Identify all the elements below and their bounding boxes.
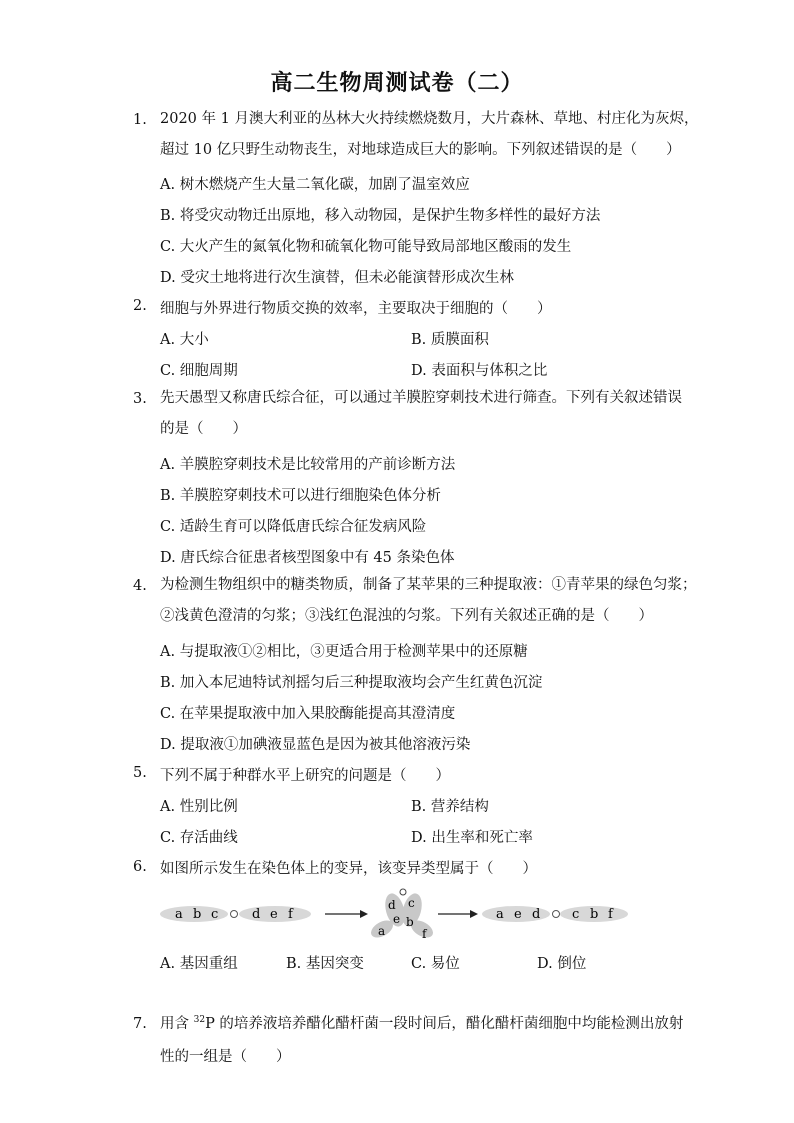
option-c: C. 适龄生育可以降低唐氏综合征发病风险 (160, 519, 427, 535)
option-b: B. 质膜面积 (411, 332, 489, 348)
option-d: D. 提取液①加碘液显蓝色是因为被其他溶液污染 (160, 737, 471, 753)
gene-label: d (532, 907, 541, 922)
gene-label: d (388, 898, 396, 912)
stem-text: P 的培养液培养醋化醋杆菌一段时间后，醋化醋杆菌细胞中均能检测出放射 (205, 1016, 684, 1032)
gene-label: f (288, 907, 293, 922)
gene-label: a (378, 924, 386, 938)
question-stem-line-2: 性的一组是（ ） (160, 1049, 291, 1065)
option-d: D. 出生率和死亡率 (411, 830, 533, 846)
gene-label: e (514, 907, 522, 922)
option-d: D. 表面积与体积之比 (411, 363, 548, 379)
option-c: C. 在苹果提取液中加入果胶酶能提高其澄清度 (160, 706, 456, 722)
gene-label: b (193, 907, 202, 922)
option-d: D. 唐氏综合征患者核型图象中有 45 条染色体 (160, 550, 455, 566)
page-title: 高二生物周测试卷（二） (270, 70, 524, 96)
option-d: D. 受灾土地将进行次生演替，但未必能演替形成次生林 (160, 270, 514, 286)
question-number: 3. (133, 391, 147, 407)
option-b: B. 营养结构 (411, 799, 489, 815)
option-c: C. 大火产生的氮氧化物和硫氧化物可能导致局部地区酸雨的发生 (160, 239, 572, 255)
question-number: 6. (133, 859, 147, 875)
chromosome-inversion-diagram (160, 885, 630, 940)
option-b: B. 加入本尼迪特试剂摇匀后三种提取液均会产生红黄色沉淀 (160, 675, 543, 691)
gene-label: d (252, 907, 261, 922)
option-c: C. 易位 (411, 956, 460, 972)
question-stem: 如图所示发生在染色体上的变异，该变异类型属于（ ） (160, 861, 537, 877)
question-stem: 下列不属于种群水平上研究的问题是（ ） (160, 768, 450, 784)
gene-label: f (608, 907, 613, 922)
option-b: B. 基因突变 (286, 956, 364, 972)
isotope-superscript: 32 (193, 1015, 206, 1026)
question-stem (160, 383, 680, 445)
stem-line: 2020 年 1 月澳大利亚的丛林大火持续燃烧数月，大片森林、草地、村庄化为灰烬， (160, 111, 699, 127)
question-stem (160, 104, 699, 166)
gene-label: c (408, 896, 415, 910)
option-a: A. 与提取液①②相比，③更适合用于检测苹果中的还原糖 (160, 644, 528, 660)
option-a: A. 羊膜腔穿刺技术是比较常用的产前诊断方法 (160, 457, 456, 473)
question-stem: 细胞与外界进行物质交换的效率，主要取决于细胞的（ ） (160, 301, 552, 317)
option-a: A. 树木燃烧产生大量二氧化碳，加剧了温室效应 (160, 177, 470, 193)
question-stem (160, 570, 697, 632)
question-stem (160, 1012, 683, 1033)
gene-label: a (175, 907, 183, 922)
inversion-loop (368, 889, 436, 940)
question-number: 7. (133, 1016, 147, 1032)
gene-label: f (422, 927, 427, 940)
stem-text: 用含 (160, 1016, 194, 1032)
option-d: D. 倒位 (537, 956, 587, 972)
gene-label: c (211, 907, 219, 922)
option-c: C. 存活曲线 (160, 830, 238, 846)
question-number: 5. (133, 765, 147, 781)
left-chromosome (160, 906, 311, 922)
gene-label: c (572, 907, 580, 922)
arrow-icon (325, 910, 368, 918)
right-chromosome (482, 906, 628, 922)
option-a: A. 基因重组 (160, 956, 238, 972)
arrow-icon (438, 910, 478, 918)
gene-label: a (496, 907, 504, 922)
gene-label: e (270, 907, 278, 922)
option-b: B. 羊膜腔穿刺技术可以进行细胞染色体分析 (160, 488, 441, 504)
stem-line: 的是（ ） (160, 421, 247, 437)
question-number: 4. (133, 578, 147, 594)
option-b: B. 将受灾动物迁出原地，移入动物园，是保护生物多样性的最好方法 (160, 208, 601, 224)
stem-line: 先天愚型又称唐氏综合征，可以通过羊膜腔穿刺技术进行筛查。下列有关叙述错误 (160, 390, 682, 406)
stem-line: ②浅黄色澄清的匀浆；③浅红色混浊的匀浆。下列有关叙述正确的是（ ） (160, 608, 653, 624)
stem-line: 超过 10 亿只野生动物丧生，对地球造成巨大的影响。下列叙述错误的是（ ） (160, 142, 681, 158)
gene-label: b (406, 915, 414, 929)
option-a: A. 大小 (160, 332, 209, 348)
gene-label: b (590, 907, 599, 922)
stem-line: 为检测生物组织中的糖类物质，制备了某苹果的三种提取液：①青苹果的绿色匀浆； (160, 577, 697, 593)
gene-label: e (393, 912, 401, 926)
option-c: C. 细胞周期 (160, 363, 238, 379)
question-number: 2. (133, 298, 147, 314)
option-a: A. 性别比例 (160, 799, 238, 815)
question-number: 1. (133, 112, 147, 128)
